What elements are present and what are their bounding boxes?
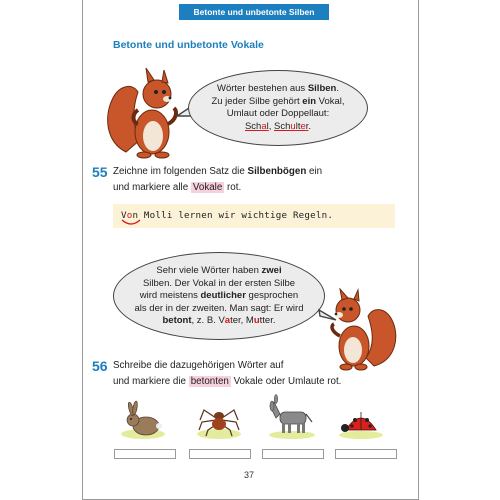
task-56-instruction: Schreibe die dazugehörigen Wörter auf und markiere die betonten Vokale oder Umlaute rot. bbox=[113, 360, 342, 387]
answer-field-donkey[interactable] bbox=[262, 449, 324, 459]
task-number-56: 56 bbox=[92, 358, 108, 374]
page-number: 37 bbox=[244, 470, 255, 480]
speech-bubble-stress bbox=[113, 252, 325, 340]
task-55-instruction: Zeichne im folgenden Satz die Silbenbögen ein und markiere alle Vokale rot. bbox=[113, 166, 323, 193]
donkey-icon bbox=[266, 394, 318, 440]
task-number-55: 55 bbox=[92, 164, 108, 180]
bubble1-line2: Zu jeder Silbe gehört ein Vokal, bbox=[211, 95, 345, 107]
answer-field-spider[interactable] bbox=[189, 449, 251, 459]
bubble2-line2: Silben. Der Vokal in der ersten Silbe bbox=[142, 277, 296, 289]
bubble1-line1: Wörter bestehen aus Silben. bbox=[217, 83, 339, 94]
answer-field-rabbit[interactable] bbox=[114, 449, 176, 459]
practice-sentence: Von Molli lernen wir wichtige Regeln. bbox=[113, 204, 395, 228]
bubble2-line4: als der in der zweiten. Man sagt: Er wird bbox=[134, 302, 304, 314]
bubble1-line3: Umlaut oder Doppellaut: bbox=[226, 108, 330, 119]
bubble2-line3: wird meistens deutlicher gesprochen bbox=[139, 290, 299, 301]
header-bar: Betonte und unbetonte Silben bbox=[179, 4, 329, 20]
ladybug-icon bbox=[336, 402, 386, 440]
section-title: Betonte und unbetonte Vokale bbox=[113, 39, 264, 51]
bubble1-examples: Schal, Schulter. bbox=[244, 120, 312, 132]
bubble2-line1: Sehr viele Wörter haben zwei bbox=[156, 265, 282, 276]
squirrel-illustration bbox=[104, 62, 184, 162]
answer-field-ladybug[interactable] bbox=[335, 449, 397, 459]
syllable-arc-mark bbox=[120, 219, 142, 227]
bubble2-line5: betont, z. B. Vater, Mutter. bbox=[162, 315, 276, 326]
rabbit-icon bbox=[118, 398, 168, 440]
spider-icon bbox=[194, 398, 244, 440]
speech-bubble-syllables bbox=[188, 70, 368, 146]
